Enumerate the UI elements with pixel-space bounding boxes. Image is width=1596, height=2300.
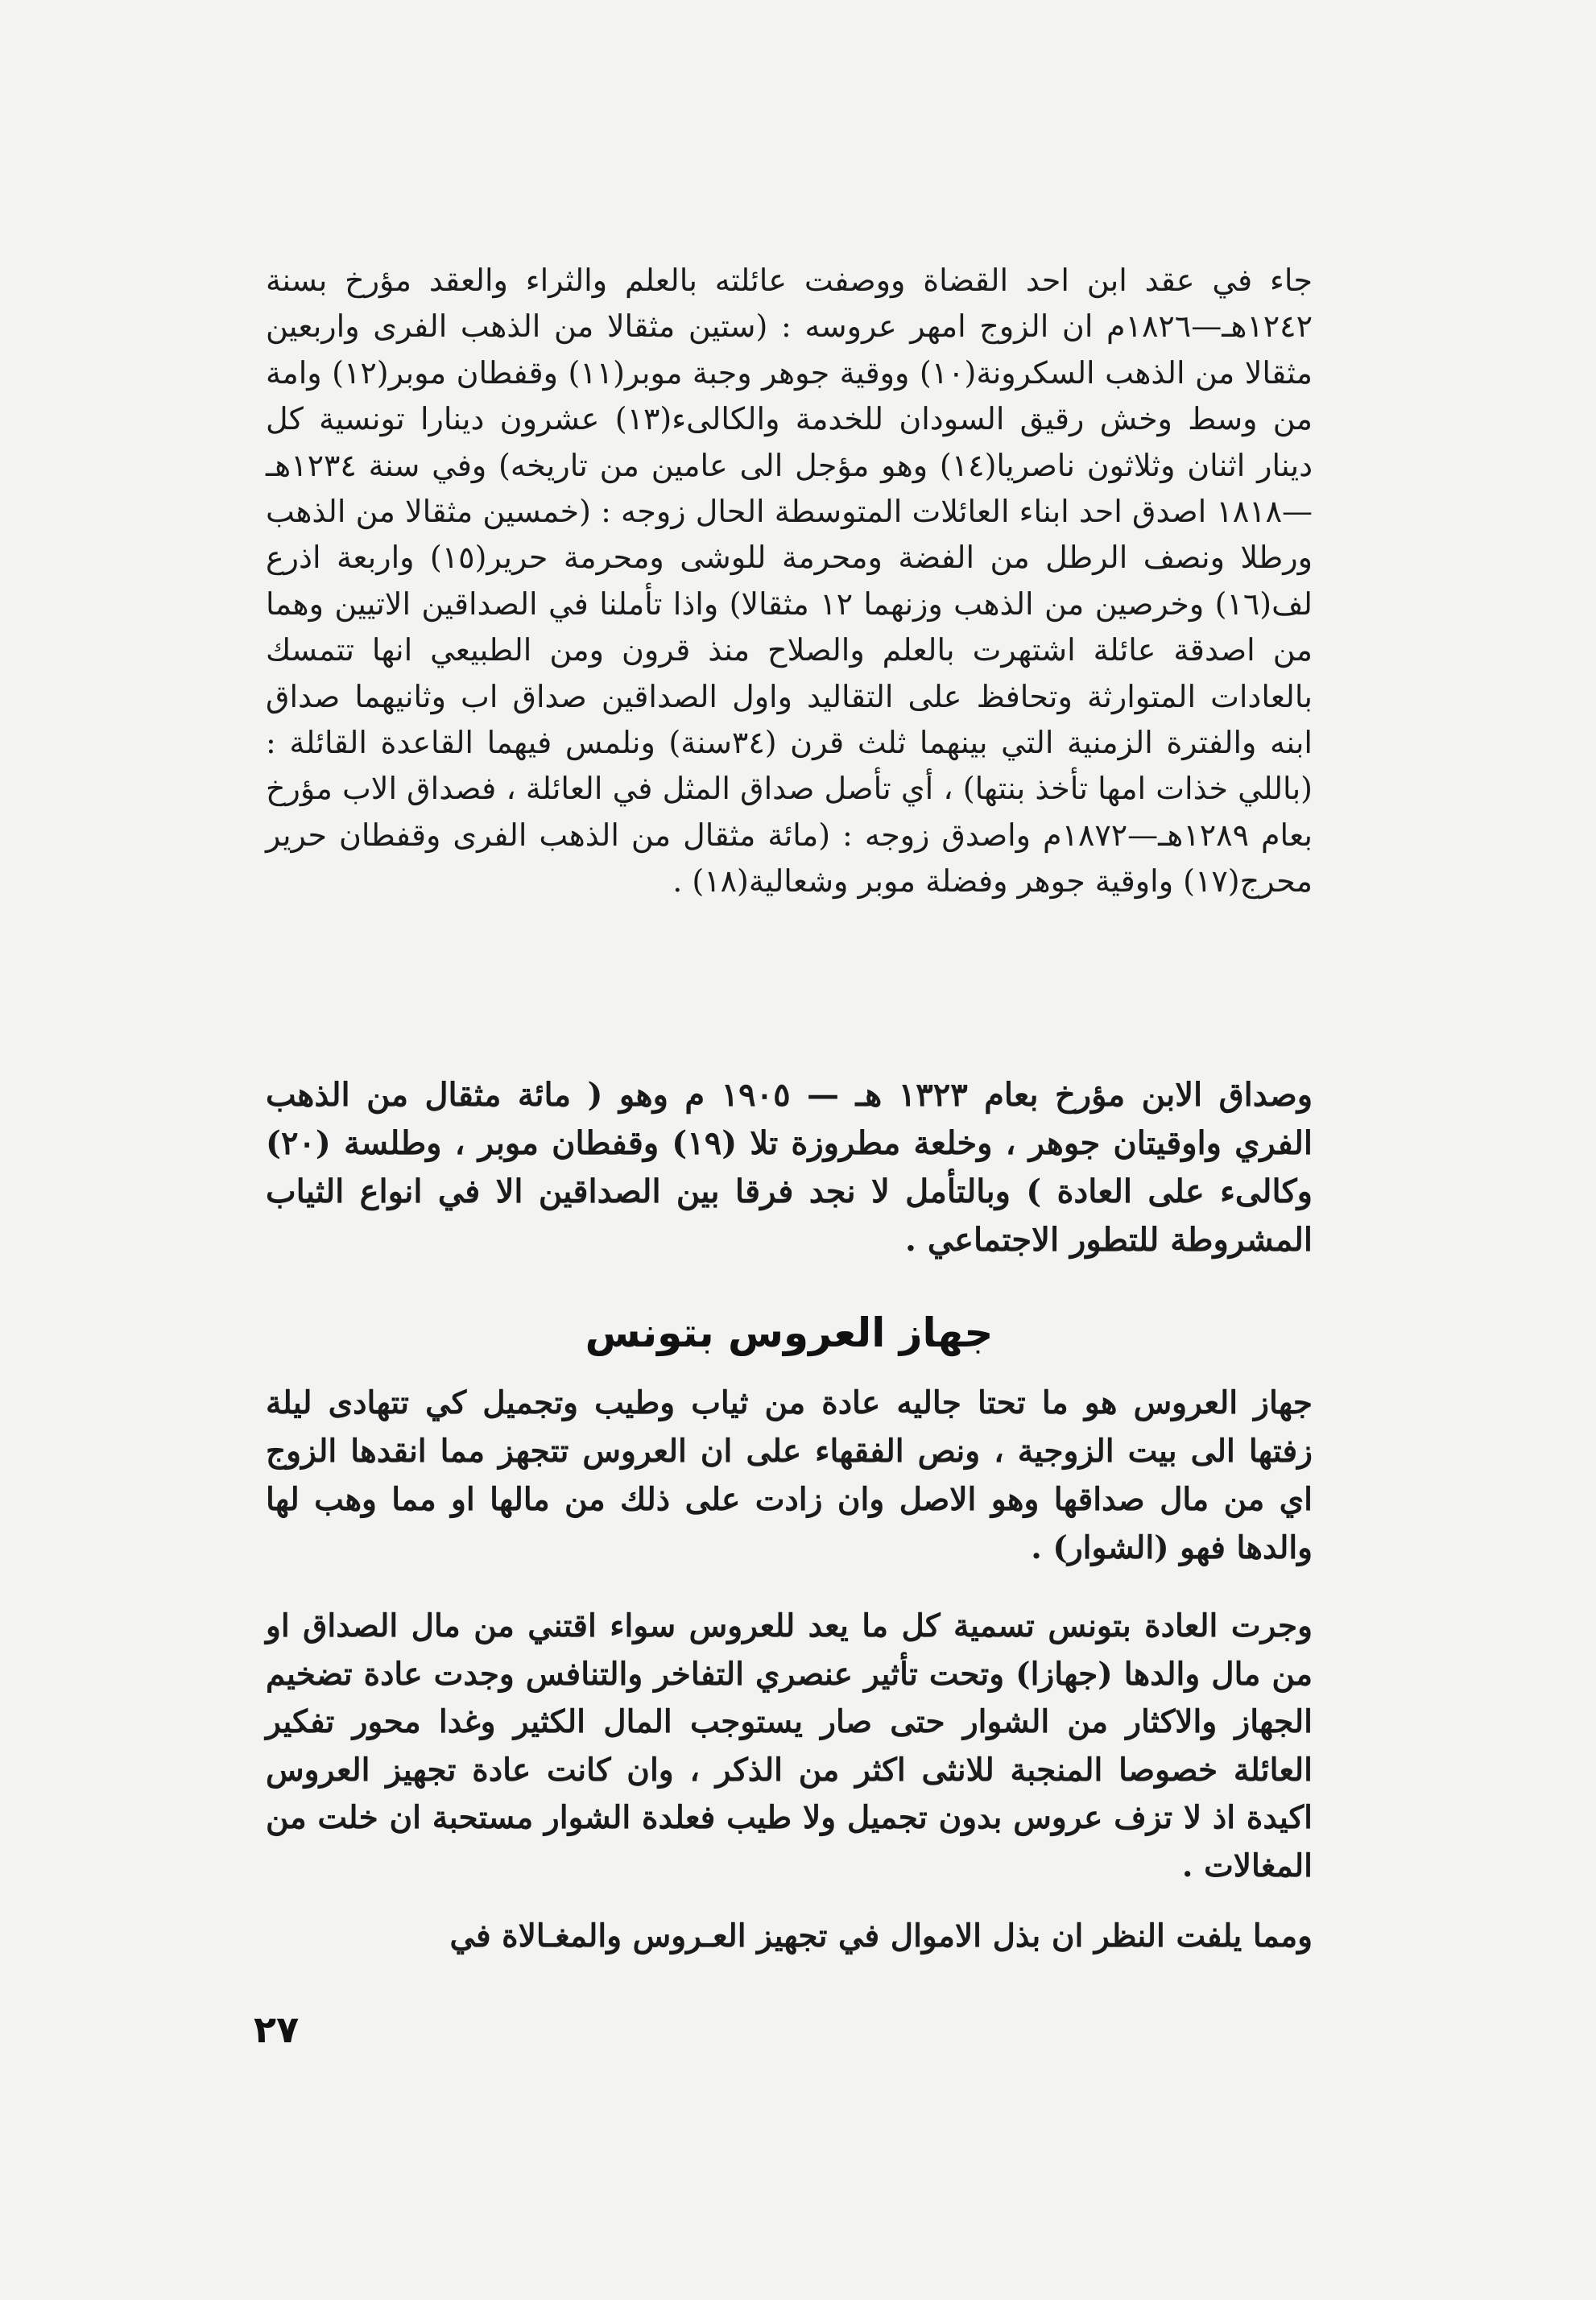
paragraph-son-dowry: وصداق الابن مؤرخ بعام ١٣٢٣ هـ — ١٩٠٥ م وهو ( مائة مثقال من الذهب الفري واوقيتان جوهر ، وخلعة مطروزة تلا (١٩) وقفطان موبر ، وطلسة (٢٠) وكالىء على العادة ) وبالتأمل لا نجد فرقا بين الصداقين الا في انواع الثياب المشروطة للتطور الاجتماعي . xyxy=(266,1076,1313,1259)
paragraph-dowry-examples: جاء في عقد ابن احد القضاة ووصفت عائلته بالعلم والثراء والعقد مؤرخ بسنة ١٢٤٢هـ—١٨٢٦م ان الزوج امهر عروسه : (ستين مثقالا من الذهب الفرى واربعين مثقالا من الذهب السكرونة(١٠) ووقية جوهر وجبة موبر(١١) وقفطان موبر(١٢) وامة من وسط وخش رقيق السودان للخدمة والكالىء(١٣) عشرون دينارا تونسية كل دينار اثنان وثلاثون ناصريا(١٤) وهو مؤجل الى عامين من تاريخه) وفي سنة ١٢٣٤هـ—١٨١٨ اصدق احد ابناء العائلات المتوسطة الحال زوجه : (خمسين مثقالا من الذهب ورطلا ونصف الرطل من الفضة ومحرمة للوشى ومحرمة حرير(١٥) واربعة اذرع لف(١٦) وخرصين من الذهب وزنهما ١٢ مثقالا) واذا تأملنا في الصداقين الاتيين وهما من اصدقة عائلة اشتهرت بالعلم والصلاح منذ قرون ومن الطبيعي انها تتمسك بالعادات المتوارثة وتحافظ على التقاليد واول الصداقين صداق اب وثانيهما صداق ابنه والفترة الزمنية التي بينهما ثلث قرن (٣٤سنة) ونلمس فيهما القاعدة القائلة : (باللي خذات امها تأخذ بنتها) ، أي تأصل صداق المثل في العائلة ، فصداق الاب مؤرخ بعام ١٢٨٩هـ—١٨٧٢م واصدق زوجه : (مائة مثقال من الذهب الفرى وقفطان حرير محرج(١٧) واوقية جوهر وفضلة موبر وشعالية(١٨) . xyxy=(266,263,1313,900)
paragraph-tunis-custom: وجرت العادة بتونس تسمية كل ما يعد للعروس سواء اقتني من مال الصداق او من مال والدها (جهازا) وتحت تأثير عنصري التفاخر والتنافس وجدت عادة تضخيم الجهاز والاكثار من الشوار حتى صار يستوجب المال الكثير وغدا محور تفكير العائلة خصوصا المنجبة للانثى اكثر من الذكر ، وان كانت عادة تجهيز العروس اكيدة اذ لا تزف عروس بدون تجميل ولا طيب فعلدة الشوار مستحبة ان خلت من المغالات . xyxy=(266,1607,1313,1884)
page-number: ٢٧ xyxy=(254,2008,300,2051)
paragraph-bride-trousseau-definition: جهاز العروس هو ما تحتا جاليه عادة من ثياب وطيب وتجميل كي تتهادى ليلة زفتها الى بيت الزوجية ، ونص الفقهاء على ان العروس تتجهز مما انقدها الزوج اي من مال صداقها وهو الاصل وان زادت على ذلك من مالها او مما وهب لها والدها فهو (الشوار) . xyxy=(266,1384,1313,1566)
paragraph-continuation: ومما يلفت النظر ان بذل الاموال في تجهيز العـروس والمغـالاة في xyxy=(449,1917,1313,1955)
section-heading: جهاز العروس بتونس xyxy=(585,1309,994,1356)
